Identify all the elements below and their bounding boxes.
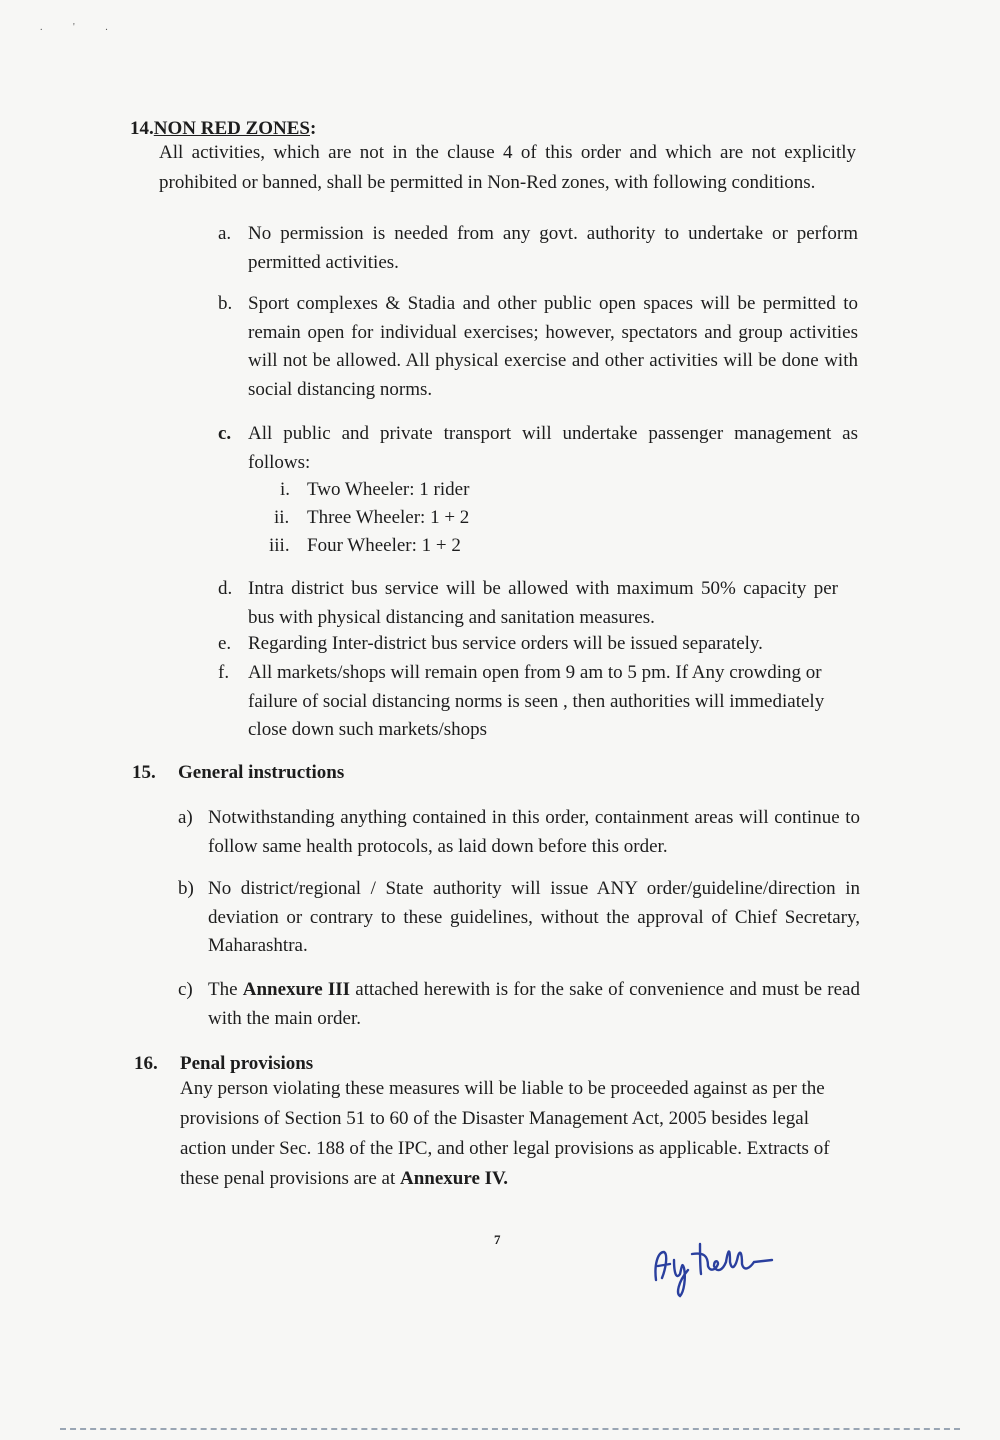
section-14-heading bbox=[130, 118, 316, 140]
list-text: All public and private transport will undertake passenger management as follows: bbox=[248, 423, 858, 473]
list-text-pre: The bbox=[208, 979, 243, 1000]
list-marker: d. bbox=[218, 578, 233, 599]
section-16-body bbox=[180, 1074, 860, 1194]
list-marker: a. bbox=[218, 223, 232, 244]
sub-list-item bbox=[240, 476, 540, 505]
list-item bbox=[218, 575, 838, 632]
list-marker: e. bbox=[218, 633, 232, 654]
list-marker: c. bbox=[218, 423, 232, 444]
list-item bbox=[178, 976, 860, 1033]
annexure-iv-ref: Annexure IV. bbox=[400, 1168, 509, 1189]
list-text: No permission is needed from any govt. authority to undertake or perform permitted activities. bbox=[248, 223, 858, 273]
list-text: Regarding Inter-district bus service orders will be issued separately. bbox=[248, 633, 763, 654]
list-text: No district/regional / State authority will issue ANY order/guideline/direction in deviation or contrary to these guidelines, without the approval of Chief Secretary, Maharashtra. bbox=[208, 878, 860, 956]
sub-list-item bbox=[240, 504, 540, 533]
section-number: 15. bbox=[132, 762, 156, 783]
section-number: 16. bbox=[134, 1053, 158, 1074]
page-number: 7 bbox=[494, 1232, 501, 1247]
list-marker: f. bbox=[218, 662, 230, 683]
sub-list-marker: i. bbox=[280, 479, 291, 500]
list-marker: a) bbox=[178, 807, 193, 828]
list-text bbox=[208, 976, 860, 1033]
list-item bbox=[218, 630, 858, 659]
list-item bbox=[218, 420, 858, 477]
section-16-text: Any person violating these measures will be liable to be proceeded against as per the provisions of Section 51 to 60 of the Disaster Management Act, 2005 besides legal action under Sec. 188 of the IPC, and other legal provisions as applicable. Extracts of these penal provisions are at bbox=[180, 1078, 830, 1189]
list-item bbox=[218, 290, 858, 404]
section-15-heading bbox=[132, 762, 344, 784]
annexure-iii-ref: Annexure III bbox=[242, 979, 351, 1000]
scan-edge-rule bbox=[60, 1428, 960, 1432]
section-14-intro: All activities, which are not in the clause 4 of this order and which are not explicitly prohibited or banned, shall be permitted in Non-Red zones, with following conditions. bbox=[159, 142, 856, 193]
sub-list-marker: ii. bbox=[274, 507, 290, 528]
sub-list-text: Three Wheeler: 1 + 2 bbox=[307, 507, 470, 528]
signature bbox=[648, 1222, 778, 1302]
section-title: NON RED ZONES bbox=[153, 118, 310, 139]
list-item bbox=[218, 220, 858, 277]
sub-list-text: Two Wheeler: 1 rider bbox=[307, 479, 470, 500]
section-16-heading bbox=[134, 1053, 313, 1075]
list-text-post: attached herewith is for the sake of convenience and must be read with the main order. bbox=[208, 979, 860, 1029]
list-text: Notwithstanding anything contained in this order, containment areas will continue to follow same health protocols, as laid down before this order. bbox=[208, 807, 860, 857]
list-text: Sport complexes & Stadia and other public open spaces will be permitted to remain open for individual exercises; however, spectators and group activities will not be allowed. All physical exercise and other activities will be done with social distancing norms. bbox=[248, 293, 858, 400]
sub-list-text: Four Wheeler: 1 + 2 bbox=[307, 535, 461, 556]
list-item bbox=[178, 804, 860, 861]
list-marker: c) bbox=[178, 979, 193, 1000]
list-item bbox=[178, 875, 860, 961]
list-text: All markets/shops will remain open from 9 am to 5 pm. If Any crowding or failure of social distancing norms is seen , then authorities will immediately close down such markets/shops bbox=[248, 662, 825, 740]
section-title: General instructions bbox=[178, 762, 345, 783]
section-title-colon: : bbox=[310, 118, 317, 139]
sub-list-item bbox=[240, 532, 540, 561]
list-marker: b. bbox=[218, 293, 233, 314]
list-item bbox=[218, 659, 858, 745]
section-title: Penal provisions bbox=[180, 1053, 314, 1074]
scan-specks: . ' . bbox=[40, 22, 122, 33]
sub-list-marker: iii. bbox=[269, 535, 290, 556]
list-marker: b) bbox=[178, 878, 194, 899]
list-text: Intra district bus service will be allowed with maximum 50% capacity per bus with physical distancing and sanitation measures. bbox=[248, 578, 838, 628]
section-number: 14. bbox=[130, 118, 154, 139]
